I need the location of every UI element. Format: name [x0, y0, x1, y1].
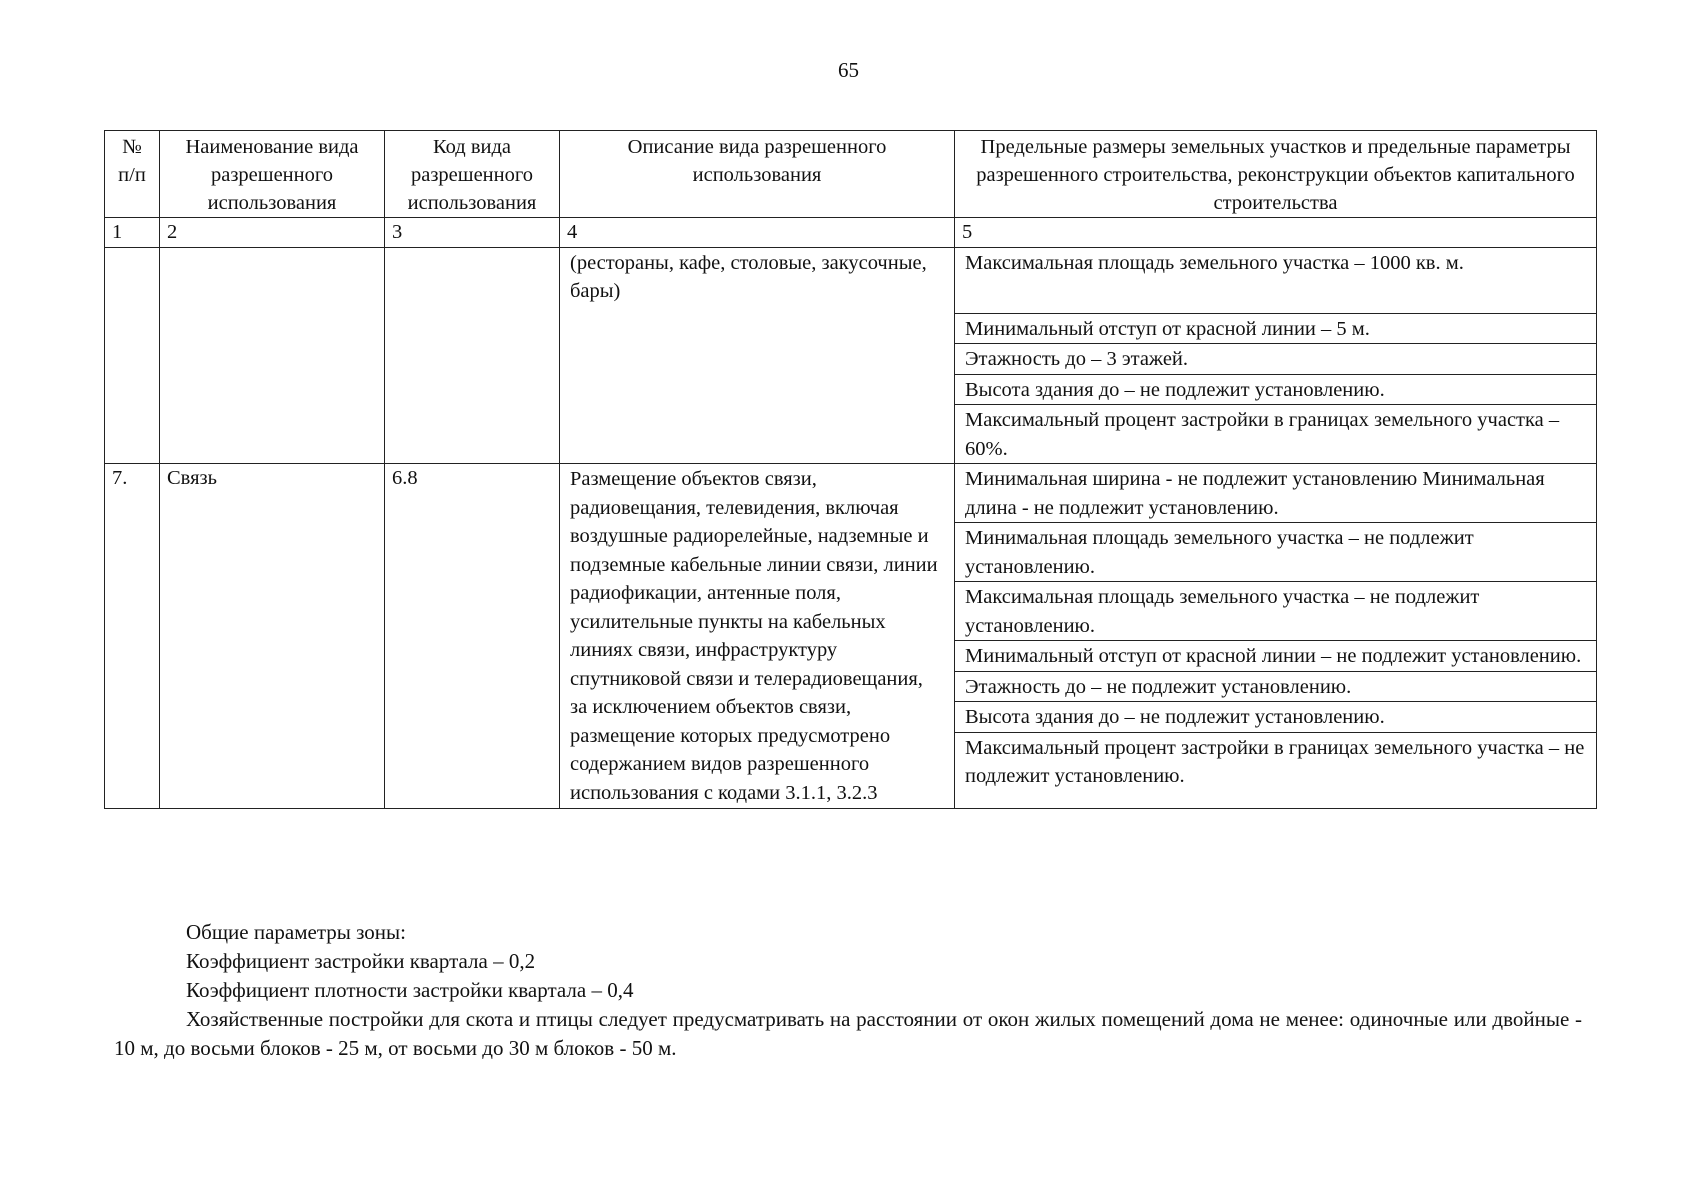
header-limit-parameters: Предельные размеры земельных участков и предельные параметры разрешенного строительства, реконструкции объектов капитального строительства	[955, 131, 1597, 218]
column-number: 2	[160, 218, 385, 248]
page-number: 65	[838, 58, 859, 82]
row-use-description: Размещение объектов связи, радиовещания, телевидения, включая воздушные радиорелейные, надземные и подземные кабельные линии связи, линии радиофикации, антенные поля, усилительные пункты на кабельных линиях связи, инфраструктуру спутниковой связи и телерадиовещания, за исключением объектов связи, размещение которых предусмотрено содержанием видов разрешенного использования с кодами 3.1.1, 3.2.3	[560, 464, 955, 809]
parameter-item: Минимальный отступ от красной линии – 5 м.	[955, 314, 1596, 345]
column-number: 1	[105, 218, 160, 248]
row-number: 7.	[105, 464, 160, 809]
header-use-description: Описание вида разрешенного использования	[560, 131, 955, 218]
parameter-item: Минимальный отступ от красной линии – не подлежит установлению.	[955, 641, 1596, 672]
header-use-code: Код вида разрешенного использования	[385, 131, 560, 218]
row-use-code: 6.8	[385, 464, 560, 809]
table-row	[105, 247, 1597, 464]
row-parameters	[955, 464, 1597, 809]
column-number: 3	[385, 218, 560, 248]
column-number: 4	[560, 218, 955, 248]
row-number	[105, 247, 160, 464]
parameter-item: Этажность до – 3 этажей.	[955, 344, 1596, 375]
row-use-description: (рестораны, кафе, столовые, закусочные, бары)	[560, 247, 955, 464]
parameter-item: Максимальный процент застройки в границах земельного участка – не подлежит установлению.	[965, 736, 1585, 787]
parameter-item: Высота здания до – не подлежит установлению.	[955, 375, 1596, 406]
zone-general-parameters	[114, 918, 1582, 1063]
column-number: 5	[955, 218, 1597, 248]
parameter-item: Минимальная ширина - не подлежит установлению Минимальная длина - не подлежит установлению.	[955, 464, 1596, 523]
row-use-name	[160, 247, 385, 464]
row-parameters	[955, 247, 1597, 464]
row-use-name: Связь	[160, 464, 385, 809]
footer-line: Коэффициент плотности застройки квартала – 0,4	[186, 978, 634, 1002]
parameter-item: Этажность до – не подлежит установлению.	[955, 672, 1596, 703]
footer-line: Хозяйственные постройки для скота и птицы следует предусматривать на расстоянии от окон жилых помещений дома не менее: одиночные или двойные - 10 м, до восьми блоков - 25 м, от восьми до 30 м блоков - 50 м.	[114, 1007, 1582, 1060]
parameter-item: Максимальная площадь земельного участка – не подлежит установлению.	[955, 582, 1596, 641]
parameter-item: Высота здания до – не подлежит установлению.	[955, 702, 1596, 733]
header-number: № п/п	[105, 131, 160, 218]
header-use-name: Наименование вида разрешенного использования	[160, 131, 385, 218]
footer-line: Общие параметры зоны:	[186, 920, 406, 944]
column-number-row	[105, 218, 1597, 248]
parameter-item: Максимальная площадь земельного участка – 1000 кв. м.	[955, 248, 1596, 314]
parameter-item: Минимальная площадь земельного участка – не подлежит установлению.	[955, 523, 1596, 582]
parameter-item: Максимальный процент застройки в границах земельного участка – 60%.	[965, 409, 1560, 460]
footer-line: Коэффициент застройки квартала – 0,2	[186, 949, 536, 973]
row-use-code	[385, 247, 560, 464]
table-row	[105, 464, 1597, 809]
land-use-table	[104, 130, 1597, 809]
table-header-row	[105, 131, 1597, 218]
